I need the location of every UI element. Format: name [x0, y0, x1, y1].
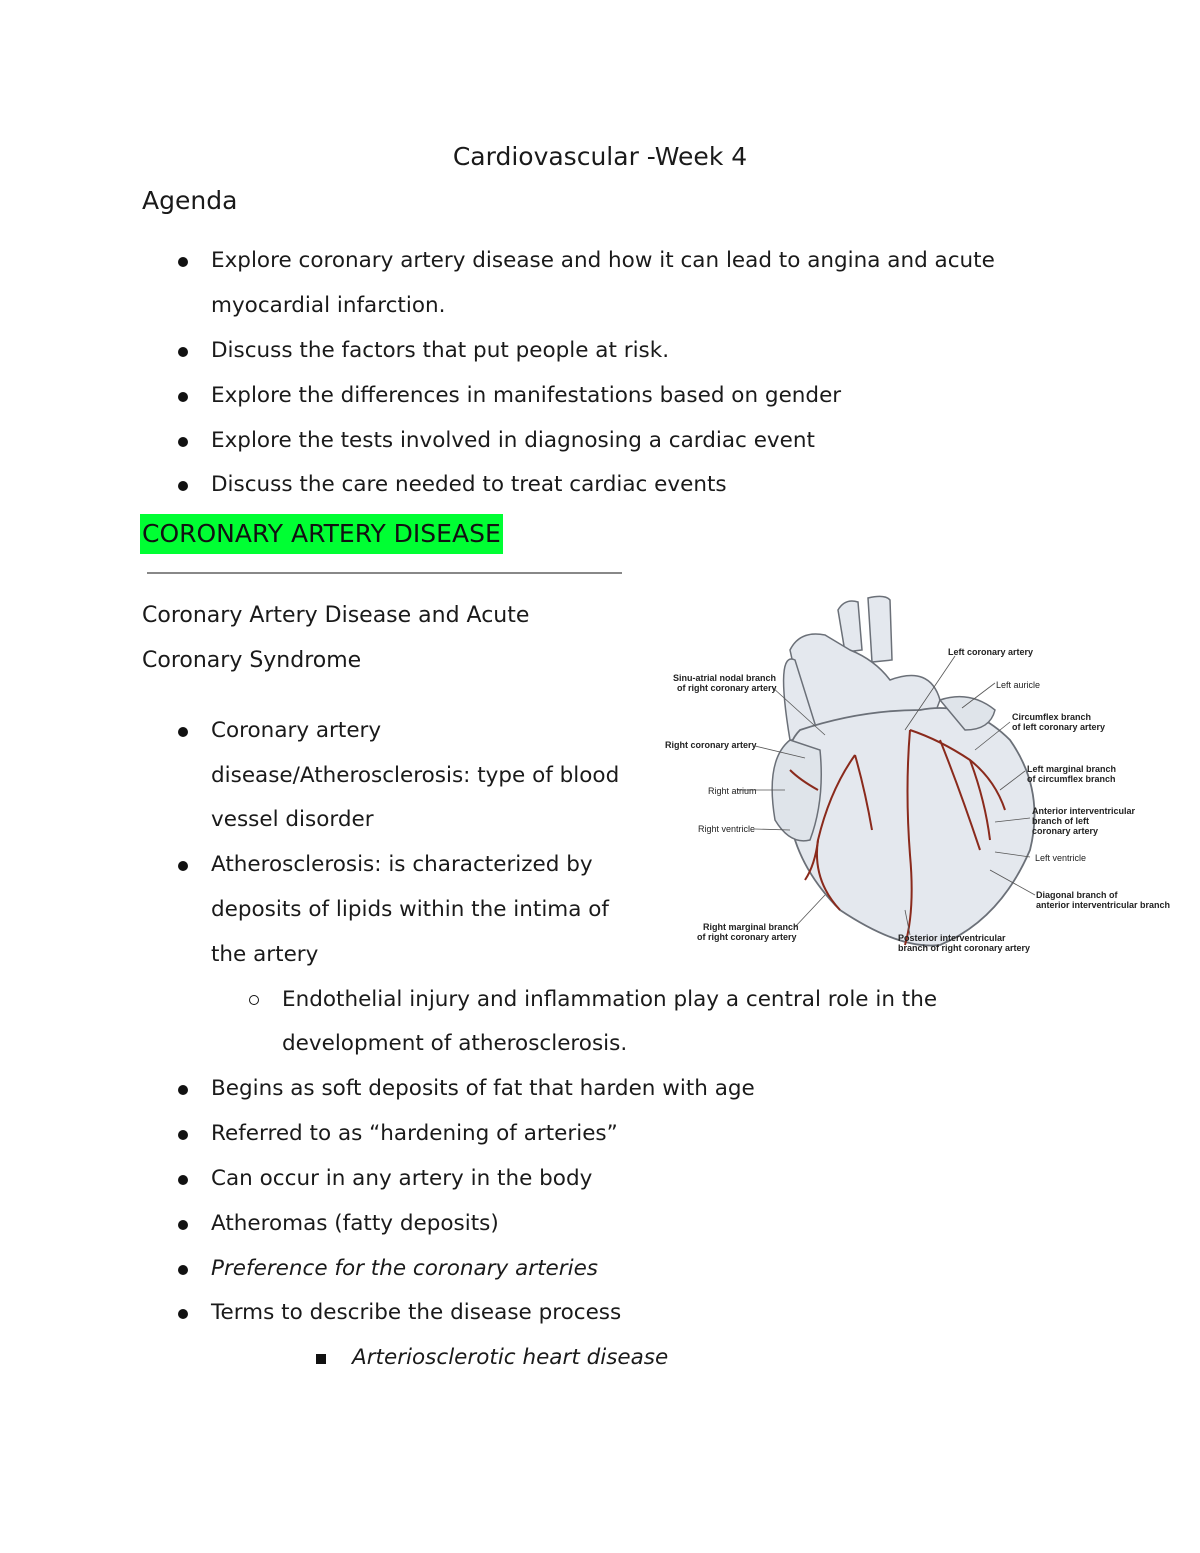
- agenda-item-continued: myocardial infarction.: [211, 293, 446, 318]
- subheading-continued: Coronary Syndrome: [142, 648, 362, 673]
- label-right-atrium: Right atrium: [708, 786, 757, 796]
- list-item: Atherosclerosis: is characterized by: [211, 852, 593, 877]
- hollow-bullet-icon: [249, 995, 259, 1005]
- label-anterior-3: coronary artery: [1032, 826, 1099, 836]
- label-sinoatrial: Sinu-atrial nodal branch: [673, 673, 777, 683]
- label-left-marginal: Left marginal branch: [1027, 764, 1117, 774]
- bullet-icon: [178, 257, 188, 267]
- label-left-ventricle: Left ventricle: [1035, 853, 1087, 863]
- list-item-continued: vessel disorder: [211, 807, 374, 832]
- bullet-icon: [178, 347, 188, 357]
- label-right-ventricle: Right ventricle: [698, 824, 756, 834]
- bullet-icon: [178, 392, 188, 402]
- label-sinoatrial-2: of right coronary artery: [677, 683, 777, 693]
- section-heading: CORONARY ARTERY DISEASE: [140, 514, 503, 554]
- agenda-item: Explore the tests involved in diagnosing a cardiac event: [211, 428, 815, 453]
- agenda-item: Explore the differences in manifestations based on gender: [211, 383, 842, 408]
- label-diagonal: Diagonal branch of: [1036, 890, 1118, 900]
- bullet-icon: [178, 1220, 188, 1230]
- level3-list-item: Arteriosclerotic heart disease: [352, 1345, 669, 1370]
- bullet-icon: [178, 1130, 188, 1140]
- label-left-marginal-2: of circumflex branch: [1027, 774, 1116, 784]
- label-right-coronary: Right coronary artery: [665, 740, 757, 750]
- agenda-heading: Agenda: [142, 186, 238, 215]
- horizontal-divider: [147, 572, 622, 574]
- list-item: Begins as soft deposits of fat that harden with age: [211, 1076, 755, 1101]
- label-anterior: Anterior interventricular: [1032, 806, 1136, 816]
- label-posterior-2: branch of right coronary artery: [898, 943, 1031, 953]
- list-item: Atheromas (fatty deposits): [211, 1211, 499, 1236]
- sub-list-item: Endothelial injury and inflammation play a central role in the: [282, 987, 938, 1012]
- bullet-icon: [178, 1309, 188, 1319]
- label-diagonal-2: anterior interventricular branch: [1036, 900, 1171, 910]
- list-item: Preference for the coronary arteries: [211, 1256, 598, 1281]
- list-item-continued: disease/Atherosclerosis: type of blood: [211, 763, 620, 788]
- list-item: Can occur in any artery in the body: [211, 1166, 593, 1191]
- sub-list-item-continued: development of atherosclerosis.: [282, 1031, 628, 1056]
- label-left-auricle: Left auricle: [996, 680, 1041, 690]
- page-title: Cardiovascular -Week 4: [452, 142, 748, 171]
- square-bullet-icon: [316, 1354, 326, 1364]
- list-item: Coronary artery: [211, 718, 382, 743]
- bullet-icon: [178, 437, 188, 447]
- right-atrium-shape: [772, 740, 821, 841]
- list-item: Referred to as “hardening of arteries”: [211, 1121, 618, 1146]
- label-right-marginal-2: of right coronary artery: [697, 932, 797, 942]
- list-item: Terms to describe the disease process: [211, 1300, 622, 1325]
- list-item-continued: deposits of lipids within the intima of: [211, 897, 609, 922]
- agenda-item: Discuss the care needed to treat cardiac events: [211, 472, 727, 497]
- bullet-icon: [178, 727, 188, 737]
- label-anterior-2: branch of left: [1032, 816, 1090, 826]
- agenda-item: Explore coronary artery disease and how it can lead to angina and acute: [211, 248, 995, 273]
- subheading: Coronary Artery Disease and Acute: [142, 603, 530, 628]
- bullet-icon: [178, 861, 188, 871]
- bullet-icon: [178, 1175, 188, 1185]
- label-posterior: Posterior interventricular: [898, 933, 1006, 943]
- bullet-icon: [178, 1265, 188, 1275]
- bullet-icon: [178, 1085, 188, 1095]
- list-item-continued: the artery: [211, 942, 319, 967]
- label-right-marginal: Right marginal branch: [703, 922, 799, 932]
- label-circumflex: Circumflex branch: [1012, 712, 1092, 722]
- heart-coronary-figure: [640, 590, 1180, 965]
- bullet-icon: [178, 481, 188, 491]
- label-circumflex-2: of left coronary artery: [1012, 722, 1106, 732]
- agenda-item: Discuss the factors that put people at risk.: [211, 338, 670, 363]
- label-left-coronary: Left coronary artery: [948, 647, 1034, 657]
